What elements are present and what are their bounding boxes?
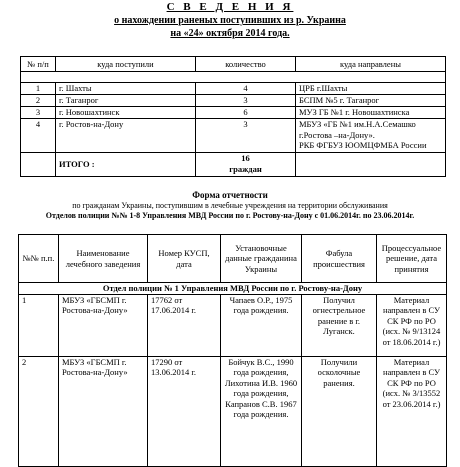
person-details: Бойчук В.С., 1990 года рождения, Лихотина И.В. 1960 года рождения, Капранов С.В. 1967 года рождения. — [221, 356, 302, 466]
procedural-decision: Материал направлен в СУ СК РФ по РО (исх. № 9/13124 от 18.06.2014 г.) — [377, 294, 447, 356]
quantity: 4 — [196, 83, 296, 95]
column-header: Наименование лечебного заведения — [59, 235, 148, 283]
procedural-decision: Материал направлен в СУ СК РФ по РО (исх. № 3/13552 от 23.06.2014 г.) — [377, 356, 447, 466]
quantity: 3 — [196, 95, 296, 107]
total-row — [21, 153, 446, 177]
column-header: Фабула происшествия — [302, 235, 377, 283]
total-label: ИТОГО : — [56, 153, 196, 177]
total-cell — [196, 153, 296, 177]
destination: ЦРБ г.Шахты — [296, 83, 446, 95]
destination-cell — [296, 119, 446, 153]
row-number: 2 — [19, 356, 59, 466]
incident-description: Получили осколочные ранения. — [302, 356, 377, 466]
column-header: количество — [196, 57, 296, 72]
table-row — [19, 356, 447, 466]
facility-name: МБУЗ «ГБСМП г. Ростова-на-Дону» — [59, 294, 148, 356]
quantity: 6 — [196, 107, 296, 119]
table-header-row — [21, 57, 446, 72]
arrival-place: г. Шахты — [56, 83, 196, 95]
facility-name: МБУЗ «ГБСМП г. Ростова-на-Дону» — [59, 356, 148, 466]
column-header: куда поступили — [56, 57, 196, 72]
destination: МУЗ ГБ №1 г. Новошахтинска — [296, 107, 446, 119]
kusp-number: 17290 от 13.06.2014 г. — [148, 356, 221, 466]
column-header: № п/п — [21, 57, 56, 72]
destination: МБУЗ «ГБ №1 им.Н.А.Семашко г.Ростова –на-Дону». — [299, 119, 416, 140]
arrival-place: г. Новошахтинск — [56, 107, 196, 119]
document-subtitle: о нахождении раненых поступивших из р. Украина — [114, 15, 346, 26]
total-value: 16 — [241, 153, 250, 163]
table-row — [21, 72, 446, 83]
column-header: Установочные данные гражданина Украины — [221, 235, 302, 283]
table-row — [19, 294, 447, 356]
destination: БСПМ №5 г. Таганрог — [296, 95, 446, 107]
column-header: №№ п.п. — [19, 235, 59, 283]
arrivals-table — [20, 56, 446, 177]
destination-secondary: РКБ ФГБУЗ ЮОМЦФМБА России — [299, 140, 427, 150]
table-row — [21, 83, 446, 95]
arrival-place: г. Ростов-на-Дону — [56, 119, 196, 153]
report-date: на «24» октября 2014 года. — [170, 28, 290, 39]
table-row — [21, 107, 446, 119]
section-heading: Отдел полиции № 1 Управления МВД России по г. Ростову-на-Дону — [19, 283, 447, 295]
column-header: Процессуальное решение, дата принятия — [377, 235, 447, 283]
incidents-table — [18, 234, 447, 467]
form-period: Отделов полиции №№ 1-8 Управления МВД России по г. Ростову-на-Дону с 01.06.2014г. по 23.06.2014г. — [45, 211, 415, 220]
section-row — [19, 283, 447, 295]
quantity: 3 — [196, 119, 296, 153]
table-header-row — [19, 235, 447, 283]
arrival-place: г. Таганрог — [56, 95, 196, 107]
total-unit: граждан — [229, 163, 262, 174]
incident-description: Получил огнестрельное ранение в г. Луганск. — [302, 294, 377, 356]
person-details: Чапаев О.Р., 1975 года рождения. — [221, 294, 302, 356]
row-number: 1 — [21, 83, 56, 95]
row-number: 4 — [21, 119, 56, 153]
column-header: Номер КУСП, дата — [148, 235, 221, 283]
column-header: куда направлены — [296, 57, 446, 72]
table-row — [21, 119, 446, 153]
document-title: С В Е Д Е Н И Я — [166, 1, 294, 13]
form-description: по гражданам Украины, поступившим в лечебные учреждения на территории обслуживания — [72, 201, 388, 210]
row-number: 2 — [21, 95, 56, 107]
form-title: Форма отчетности — [192, 190, 268, 200]
kusp-number: 17762 от 17.06.2014 г. — [148, 294, 221, 356]
row-number: 3 — [21, 107, 56, 119]
row-number: 1 — [19, 294, 59, 356]
table-row — [21, 95, 446, 107]
